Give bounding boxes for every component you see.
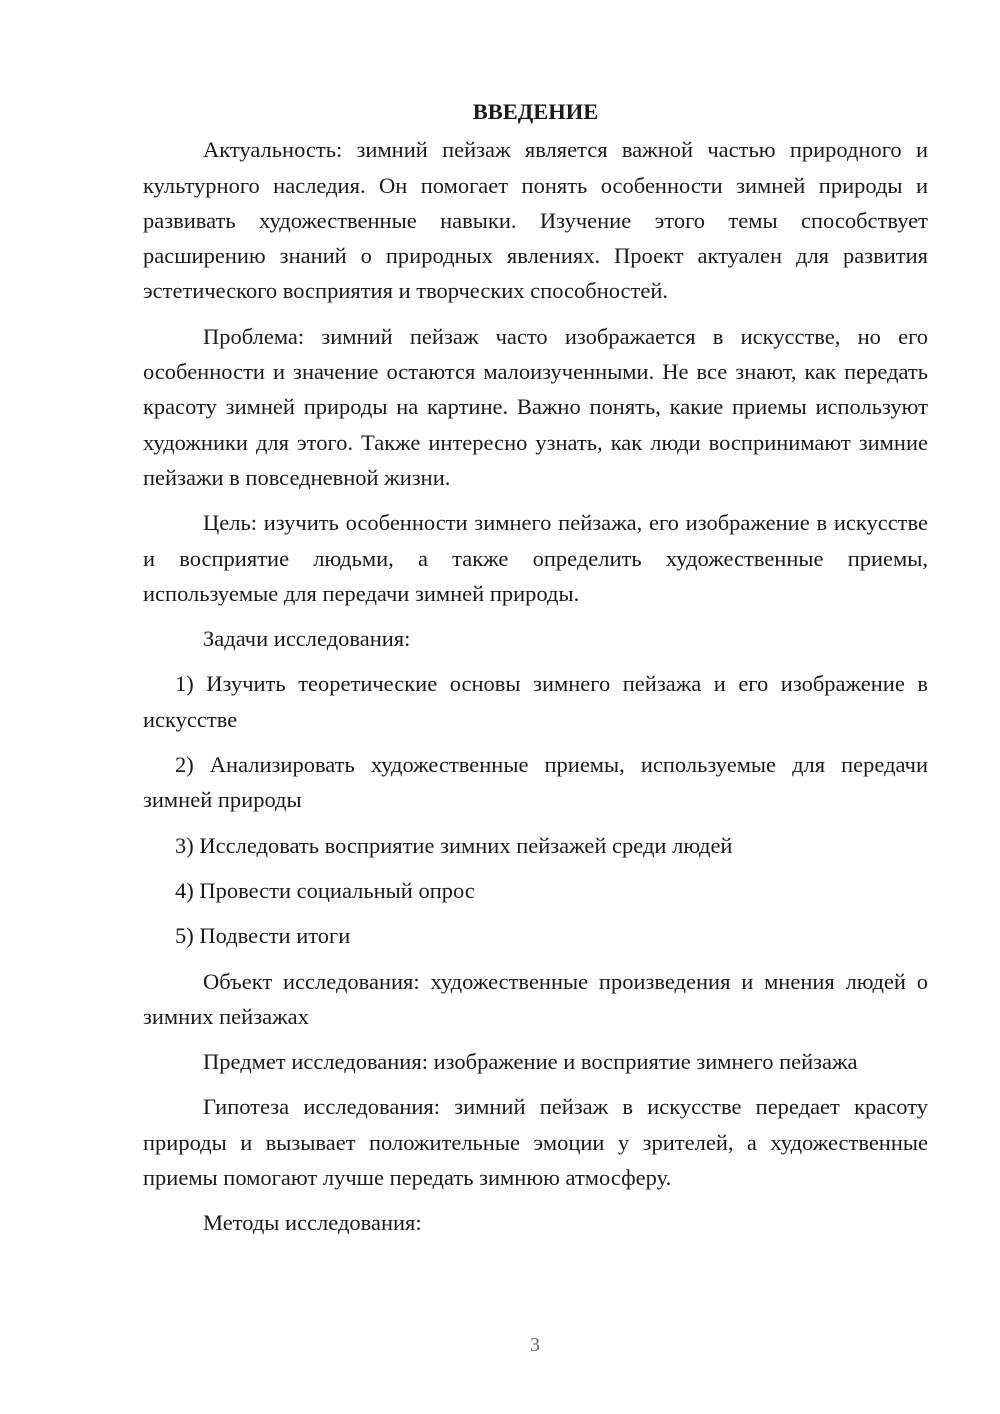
task-item-3: 3) Исследовать восприятие зимних пейзажей среди людей xyxy=(175,832,733,858)
relevance-paragraph: Актуальность: зимний пейзаж является важной частью природного и культурного наследия. Он помогает понять особенности зимней природы и развивать художественные навыки. Изучение этого темы способствует расширению знаний о природных явлениях. Проект актуален для развития эстетического восприятия и творческих способностей. xyxy=(143,137,928,304)
methods-title: Методы исследования: xyxy=(203,1210,422,1236)
page-number: 3 xyxy=(530,1334,540,1356)
section-heading: ВВЕДЕНИЕ xyxy=(472,99,599,124)
hypothesis-paragraph: Гипотеза исследования: зимний пейзаж в искусстве передает красоту природы и вызывает положительные эмоции у зрителей, а художественные приемы помогают лучше передать зимнюю атмосферу. xyxy=(143,1094,928,1191)
object-paragraph: Объект исследования: художественные произведения и мнения людей о зимних пейзажах xyxy=(143,968,928,1029)
document-body xyxy=(143,94,928,1241)
subject-paragraph: Предмет исследования: изображение и восприятие зимнего пейзажа xyxy=(203,1049,858,1075)
tasks-title: Задачи исследования: xyxy=(203,626,411,652)
task-item-2: 2) Анализировать художественные приемы, используемые для передачи зимней природы xyxy=(143,752,928,813)
problem-paragraph: Проблема: зимний пейзаж часто изображается в искусстве, но его особенности и значение остаются малоизученными. Не все знают, как передать красоту зимней природы на картине. Важно понять, какие приемы используют художники для этого. Также интересно узнать, как люди воспринимают зимние пейзажи в повседневной жизни. xyxy=(143,323,928,490)
goal-paragraph: Цель: изучить особенности зимнего пейзажа, его изображение в искусстве и восприятие людьми, а также определить художественные приемы, используемые для передачи зимней природы. xyxy=(143,510,928,606)
task-item-5: 5) Подвести итоги xyxy=(175,923,351,949)
task-item-4: 4) Провести социальный опрос xyxy=(175,877,475,903)
task-item-1: 1) Изучить теоретические основы зимнего пейзажа и его изображение в искусстве xyxy=(143,671,928,732)
